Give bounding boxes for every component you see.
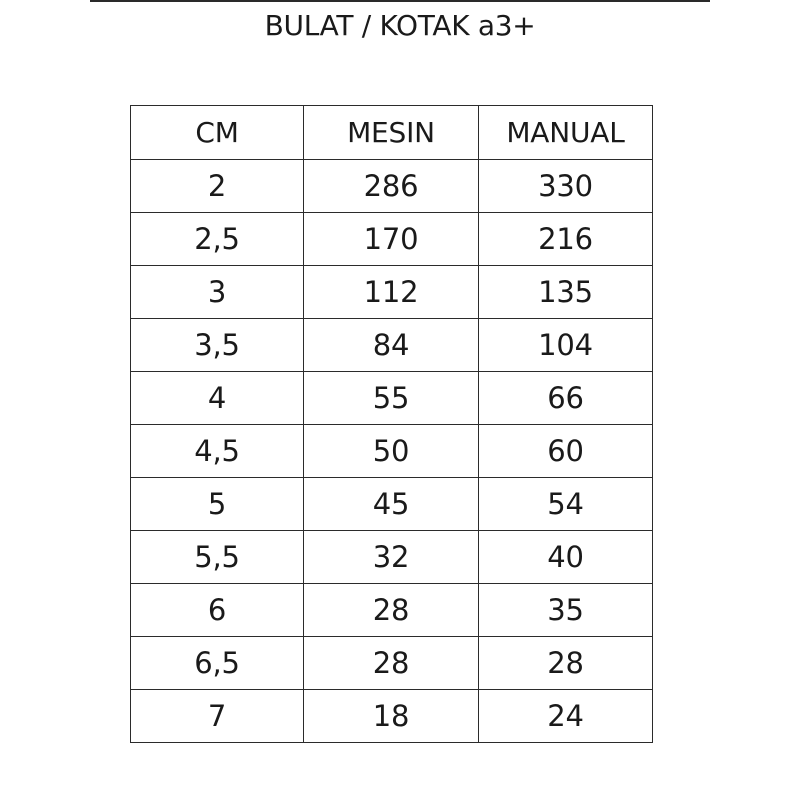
page-title: BULAT / KOTAK a3+ [264,9,536,42]
cell-manual: 330 [479,160,653,213]
cell-mesin: 286 [304,160,479,213]
table-row [131,372,653,425]
cell-cm: 2,5 [131,213,304,266]
table-header-row [131,106,653,160]
cell-mesin: 170 [304,213,479,266]
table-row [131,266,653,319]
header-cm: CM [131,106,304,160]
table-row [131,425,653,478]
cell-cm: 3,5 [131,319,304,372]
cell-cm: 6,5 [131,637,304,690]
cell-cm: 7 [131,690,304,743]
cell-manual: 60 [479,425,653,478]
cell-manual: 66 [479,372,653,425]
cell-mesin: 84 [304,319,479,372]
cell-manual: 216 [479,213,653,266]
table-row [131,637,653,690]
cell-cm: 6 [131,584,304,637]
cell-manual: 40 [479,531,653,584]
cell-cm: 4,5 [131,425,304,478]
cell-mesin: 45 [304,478,479,531]
cell-cm: 5 [131,478,304,531]
cell-mesin: 55 [304,372,479,425]
cell-manual: 35 [479,584,653,637]
table-row [131,584,653,637]
table-row [131,213,653,266]
cell-cm: 2 [131,160,304,213]
cell-mesin: 18 [304,690,479,743]
table-row [131,160,653,213]
header-mesin: MESIN [304,106,479,160]
size-price-table [130,105,653,743]
header-manual: MANUAL [479,106,653,160]
cell-mesin: 112 [304,266,479,319]
cell-manual: 135 [479,266,653,319]
table-row [131,319,653,372]
table-row [131,690,653,743]
cell-cm: 3 [131,266,304,319]
cell-manual: 104 [479,319,653,372]
cell-mesin: 28 [304,584,479,637]
cell-manual: 24 [479,690,653,743]
table-row [131,531,653,584]
top-rule [90,0,710,2]
table-row [131,478,653,531]
cell-manual: 28 [479,637,653,690]
cell-mesin: 32 [304,531,479,584]
cell-cm: 4 [131,372,304,425]
cell-mesin: 50 [304,425,479,478]
cell-cm: 5,5 [131,531,304,584]
cell-manual: 54 [479,478,653,531]
cell-mesin: 28 [304,637,479,690]
